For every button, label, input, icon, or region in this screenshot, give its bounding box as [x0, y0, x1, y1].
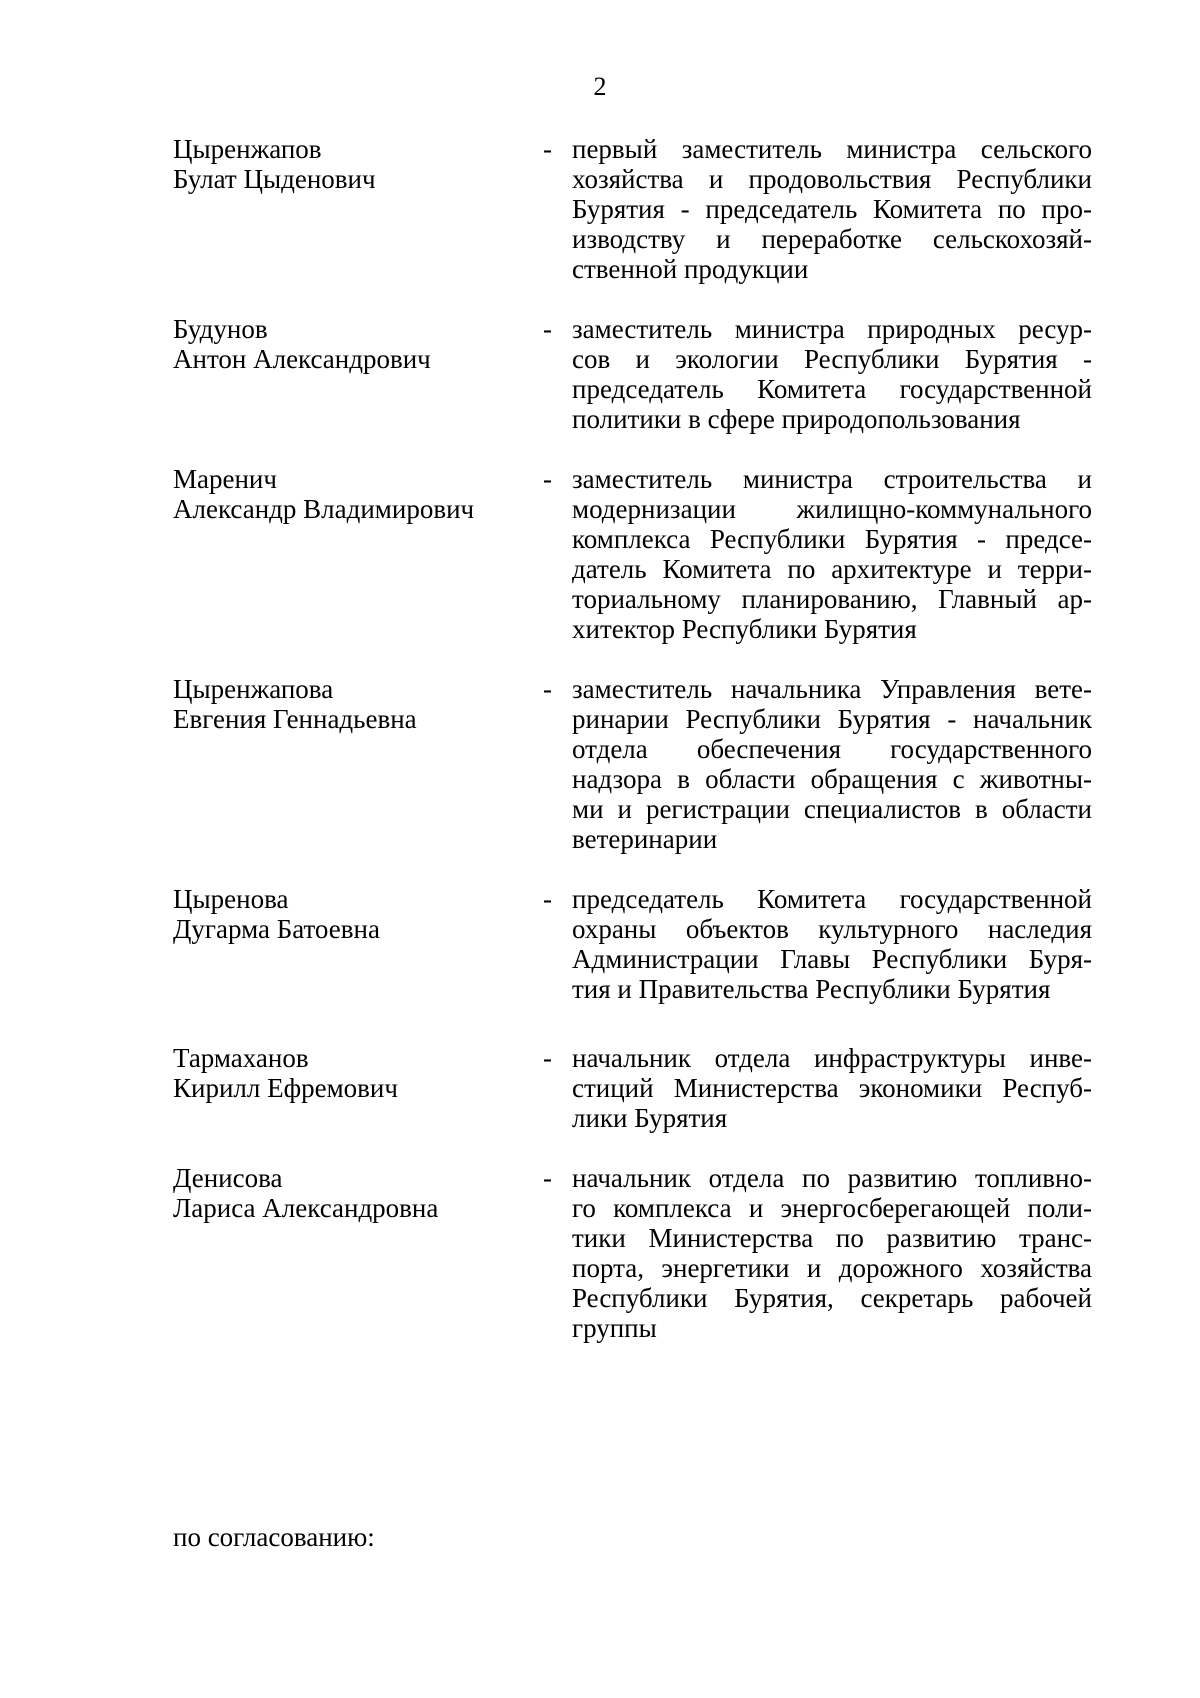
role-line: надзора в области обращения с животны- — [572, 764, 1092, 794]
role-line: группы — [572, 1313, 657, 1343]
member-surname: Будунов — [173, 314, 268, 344]
role-line: Бурятия - председатель Комитета по про- — [572, 194, 1092, 224]
dash-separator: - — [543, 134, 552, 164]
member-role — [572, 464, 1092, 644]
member-given-names: Булат Цыденович — [173, 164, 376, 194]
dash-separator: - — [543, 464, 552, 494]
role-line: заместитель начальника Управления вете- — [572, 674, 1092, 704]
member-surname: Денисова — [173, 1163, 283, 1193]
role-line: комплекса Республики Бурятия - предсе- — [572, 524, 1092, 554]
role-line: первый заместитель министра сельского — [572, 134, 1092, 164]
role-line: хитектор Республики Бурятия — [572, 614, 917, 644]
member-name — [173, 134, 533, 194]
role-line: стиций Министерства экономики Респуб- — [572, 1073, 1092, 1103]
member-name — [173, 1163, 533, 1223]
role-line: ми и регистрации специалистов в области — [572, 794, 1092, 824]
member-role — [572, 134, 1092, 284]
role-line: ственной продукции — [572, 254, 809, 284]
role-line: начальник отдела инфраструктуры инве- — [572, 1043, 1092, 1073]
member-name — [173, 884, 533, 944]
member-surname: Цыренжапова — [173, 674, 334, 704]
role-line: тики Министерства по развитию транс- — [572, 1223, 1092, 1253]
member-name — [173, 464, 533, 524]
role-line: ветеринарии — [572, 824, 718, 854]
member-given-names: Дугарма Батоевна — [173, 914, 380, 944]
role-line: заместитель министра строительства и — [572, 464, 1092, 494]
member-role — [572, 314, 1092, 434]
member-given-names: Кирилл Ефремович — [173, 1073, 398, 1103]
role-line: датель Комитета по архитектуре и терри- — [572, 554, 1092, 584]
role-line: отдела обеспечения государственного — [572, 734, 1092, 764]
role-line: тия и Правительства Республики Бурятия — [572, 974, 1051, 1004]
role-line: Администрации Главы Республики Буря- — [572, 944, 1092, 974]
dash-separator: - — [543, 1043, 552, 1073]
role-line: изводству и переработке сельскохозяй- — [572, 224, 1092, 254]
member-role — [572, 674, 1092, 854]
role-line: го комплекса и энергосберегающей поли- — [572, 1193, 1092, 1223]
member-given-names: Александр Владимирович — [173, 494, 475, 524]
member-surname: Цыренжапов — [173, 134, 322, 164]
member-surname: Цыренова — [173, 884, 289, 914]
member-role — [572, 1163, 1092, 1343]
member-role — [572, 1043, 1092, 1133]
member-given-names: Антон Александрович — [173, 344, 431, 374]
role-line: хозяйства и продовольствия Республики — [572, 164, 1092, 194]
role-line: ринарии Республики Бурятия - начальник — [572, 704, 1092, 734]
role-line: лики Бурятия — [572, 1103, 728, 1133]
dash-separator: - — [543, 1163, 552, 1193]
member-given-names: Лариса Александровна — [173, 1193, 439, 1223]
role-line: охраны объектов культурного наследия — [572, 914, 1092, 944]
member-role — [572, 884, 1092, 1004]
role-line: ториальному планированию, Главный ар- — [572, 584, 1092, 614]
role-line: модернизации жилищно-коммунального — [572, 494, 1092, 524]
dash-separator: - — [543, 884, 552, 914]
member-name — [173, 674, 533, 734]
role-line: Республики Бурятия, секретарь рабочей — [572, 1283, 1092, 1313]
member-name — [173, 1043, 533, 1103]
role-line: сов и экологии Республики Бурятия - — [572, 344, 1092, 374]
agreement-label: по согласованию: — [173, 1522, 375, 1552]
member-surname: Маренич — [173, 464, 277, 494]
page-number: 2 — [593, 72, 607, 101]
role-line: начальник отдела по развитию топливно- — [572, 1163, 1092, 1193]
role-line: заместитель министра природных ресур- — [572, 314, 1092, 344]
role-line: порта, энергетики и дорожного хозяйства — [572, 1253, 1092, 1283]
member-name — [173, 314, 533, 374]
role-line: председатель Комитета государственной — [572, 374, 1092, 404]
member-given-names: Евгения Геннадьевна — [173, 704, 417, 734]
role-line: председатель Комитета государственной — [572, 884, 1092, 914]
dash-separator: - — [543, 314, 552, 344]
member-surname: Тармаханов — [173, 1043, 309, 1073]
dash-separator: - — [543, 674, 552, 704]
role-line: политики в сфере природопользования — [572, 404, 1021, 434]
